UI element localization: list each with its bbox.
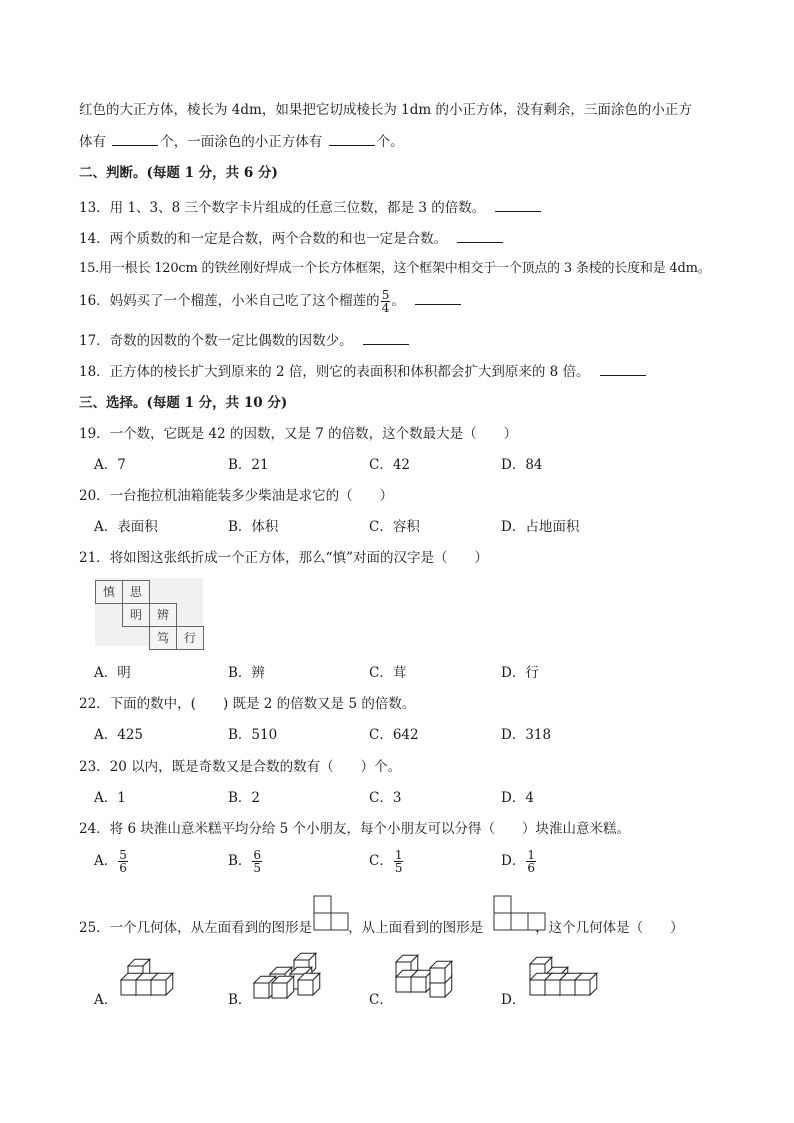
q12-line2: 体有 个，一面涂色的小正方体有 个。 [79,131,404,152]
fraction: $\frac{1}{6}$ [527,848,535,875]
view-square [511,913,528,930]
view-square [314,896,331,913]
answer-blank[interactable] [112,131,158,146]
option-a[interactable]: A． $\frac{5}{6}$ [94,848,127,875]
option-d[interactable]: D．4 [501,790,534,806]
option-b[interactable]: B．体积 [228,519,279,535]
question-17: 17．奇数的因数的个数一定比偶数的因数少。 [79,330,411,351]
question-22: 22．下面的数中，( ) 既是 2 的倍数又是 5 的倍数。 [79,696,416,712]
option-d[interactable]: D．行 [501,665,539,681]
option-d[interactable]: D．84 [501,457,543,473]
option-d[interactable]: D． [501,992,526,1008]
option-c[interactable]: C．42 [369,457,411,473]
option-b[interactable]: B． [228,992,252,1008]
question-14: 14．两个质数的和一定是合数，两个合数的和也一定是合数。 [79,228,505,249]
option-a[interactable]: A．7 [94,457,126,473]
question-13: 13．用 1、3、8 三个数字卡片组成的任意三位数，都是 3 的倍数。 [79,197,543,218]
option-a[interactable]: A．1 [94,790,126,806]
answer-blank[interactable] [600,361,646,376]
option-c[interactable]: C．642 [369,727,419,743]
option-b[interactable]: B．2 [228,790,261,806]
option-c[interactable]: C． [369,992,393,1008]
answer-blank[interactable] [363,330,409,345]
cube [411,970,433,992]
net-cell: 笃 [149,626,177,650]
option-a[interactable]: A．425 [94,727,144,743]
option-b[interactable]: B．510 [228,727,278,743]
q12-line1: 红色的大正方体，棱长为 4dm，如果把它切成棱长为 1dm 的小正方体，没有剩余，三面涂色的小正方 [79,102,692,118]
top-view-figure [493,895,549,933]
fraction: $\frac{6}{5}$ [253,848,262,875]
option-a[interactable]: A．表面积 [94,519,158,535]
option-d[interactable]: D．318 [501,727,552,743]
question-19: 19．一个数，它既是 42 的因数，又是 7 的倍数，这个数最大是（ ） [79,426,518,442]
section-title: 三、选择。(每题 1 分，共 10 分) [79,395,288,411]
option-d[interactable]: D． $\frac{1}{6}$ [501,848,535,875]
option-c[interactable]: C．容积 [369,519,420,535]
answer-blank[interactable] [495,197,541,212]
question-25: 25．一个几何体，从左面看到的图形是 ，从上面看到的图形是 ，这个几何体是（ ） [79,920,684,936]
option-d[interactable]: D．占地面积 [501,519,580,535]
solid-figure-a[interactable] [114,950,184,1002]
fraction: $\frac{5}{6}$ [119,848,127,875]
option-b[interactable]: B． $\frac{6}{5}$ [228,848,262,875]
view-square [494,896,511,913]
cube-net-figure [95,578,205,648]
cube [298,973,320,995]
solid-figure-c[interactable] [390,950,470,1002]
cube [575,973,597,995]
question-20: 20．一台拖拉机油箱能装多少柴油是求它的（ ） [79,488,394,504]
solid-figure-b[interactable] [250,950,330,1002]
question-21: 21．将如图这张纸折成一个正方体，那么“慎”对面的汉字是（ ） [79,550,488,566]
answer-blank[interactable] [329,131,375,146]
option-c[interactable]: C．茸 [369,665,407,681]
net-cell: 思 [122,580,150,604]
section-title: 二、判断。(每题 1 分，共 6 分) [79,165,278,181]
option-c[interactable]: C． $\frac{1}{5}$ [369,848,403,875]
option-b[interactable]: B．21 [228,457,269,473]
option-b[interactable]: B．辨 [228,665,265,681]
view-square [331,913,348,930]
cube [430,961,452,983]
solid-figure-d[interactable] [524,950,604,1002]
question-24: 24．将 6 块淮山意米糕平均分给 5 个小朋友，每个小朋友可以分得（ ）块淮山意米糕。 [79,821,631,837]
cube [272,976,294,998]
cube [151,973,173,995]
net-cell: 慎 [95,580,123,604]
option-a[interactable]: A． [94,992,118,1008]
view-square [528,913,545,930]
answer-blank[interactable] [415,290,461,305]
question-23: 23．20 以内，既是奇数又是合数的数有（ ）个。 [79,759,402,775]
net-cell: 明 [122,603,150,627]
question-15: 15.用一根长 120cm 的铁丝刚好焊成一个长方体框架，这个框架中相交于一个顶点的 3 条棱的长度和是 4dm。 [79,261,711,276]
net-cell: 行 [176,626,204,650]
view-square [314,913,331,930]
fraction: $\frac{5}{4}$ [381,288,390,315]
option-a[interactable]: A．明 [94,665,131,681]
fraction: $\frac{1}{5}$ [394,848,403,875]
view-square [494,913,511,930]
question-18: 18．正方体的棱长扩大到原来的 2 倍，则它的表面积和体积都会扩大到原来的 8 倍。 [79,361,648,382]
left-view-figure [313,895,351,933]
answer-blank[interactable] [457,228,503,243]
option-c[interactable]: C．3 [369,790,402,806]
question-16: 16．妈妈买了一个榴莲，小米自己吃了这个榴莲的 $\frac{5}{4}$ 。 [79,289,463,314]
net-cell: 辨 [149,603,177,627]
